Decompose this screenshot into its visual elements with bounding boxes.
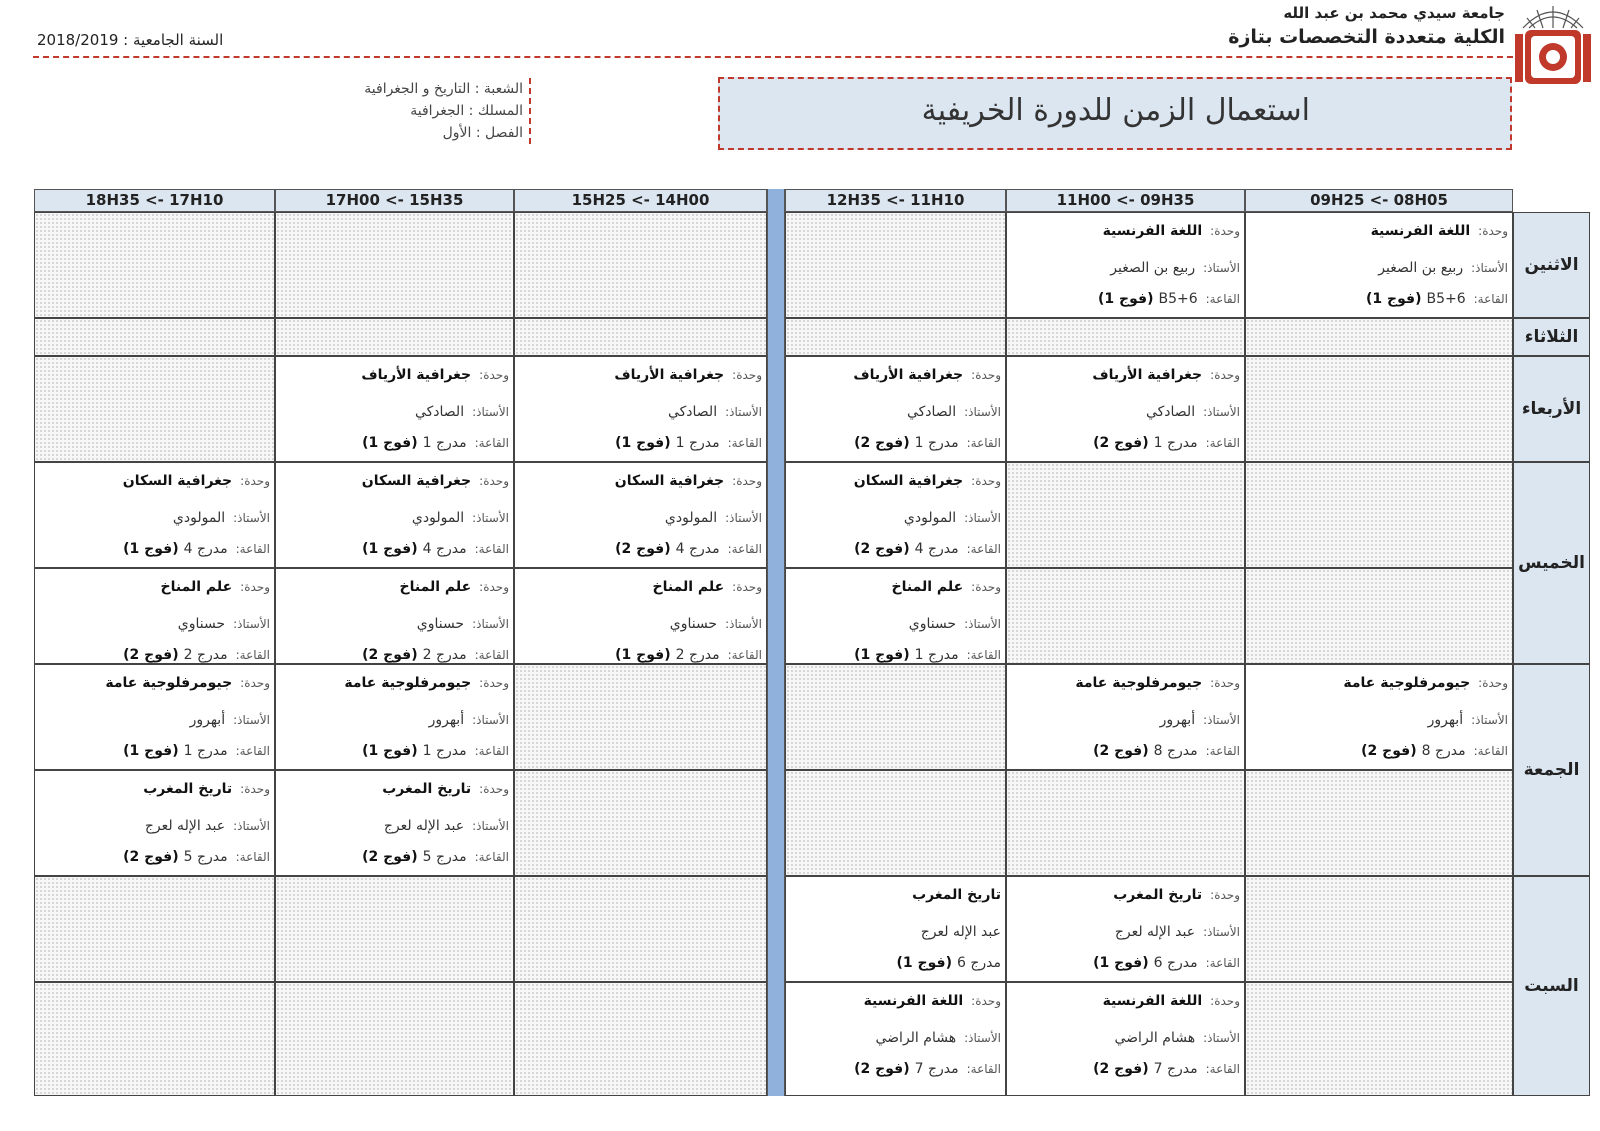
branch-label: الشعبة : التاريخ و الجغرافية <box>364 81 523 97</box>
course-group: (فوج 1) <box>854 647 910 663</box>
course-professor: عبد الإله لعرج <box>920 924 1001 940</box>
course-group: (فوج 2) <box>854 1061 910 1077</box>
course-professor: الصادكي <box>414 404 465 420</box>
day-label: الاثنين <box>1513 212 1590 318</box>
course-group: (فوج 1) <box>362 743 418 759</box>
course-room: مدرج 1 <box>914 647 959 663</box>
field-label: القاعة: <box>235 648 270 662</box>
course-group: (فوج 2) <box>1093 435 1149 451</box>
empty-cell <box>1006 568 1245 664</box>
field-label: القاعة: <box>1473 744 1508 758</box>
university-name: جامعة سيدي محمد بن عبد الله <box>1283 4 1505 22</box>
course-cell <box>275 770 514 876</box>
course-cell <box>785 876 1006 982</box>
semester-label: الفصل : الأول <box>442 125 523 141</box>
course-unit: جيومرفلوجية عامة <box>105 675 233 691</box>
empty-cell <box>34 212 275 318</box>
course-room: مدرج 6 <box>956 955 1001 971</box>
time-slot-header: 15H25 <- 14H00 <box>514 189 767 212</box>
course-room: B5+6 <box>1158 291 1198 307</box>
field-label: القاعة: <box>966 648 1001 662</box>
field-label: القاعة: <box>727 436 762 450</box>
field-label: الأستاذ: <box>725 617 762 631</box>
course-cell <box>34 770 275 876</box>
field-label: وحدة: <box>732 580 762 594</box>
field-label: وحدة: <box>479 676 509 690</box>
course-group: (فوج 1) <box>1366 291 1422 307</box>
course-group: (فوج 2) <box>123 849 179 865</box>
course-unit: اللغة الفرنسية <box>1370 223 1471 239</box>
field-label: القاعة: <box>727 648 762 662</box>
academic-year: السنة الجامعية : 2018/2019 <box>37 31 224 49</box>
day-label: الخميس <box>1513 462 1590 664</box>
course-group: (فوج 1) <box>123 743 179 759</box>
course-unit: جغرافية السكان <box>361 473 472 489</box>
course-unit: تاريخ المغرب <box>912 887 1001 903</box>
course-professor: الصادكي <box>667 404 718 420</box>
course-professor: المولودي <box>411 510 465 526</box>
title-box <box>718 77 1512 150</box>
university-logo-icon <box>1513 2 1593 88</box>
course-professor: ربيع بن الصغير <box>1378 260 1464 276</box>
course-room: مدرج 2 <box>675 647 720 663</box>
course-unit: جغرافية الأرياف <box>361 367 472 383</box>
field-label: القاعة: <box>1205 956 1240 970</box>
field-label: الأستاذ: <box>472 511 509 525</box>
course-unit: تاريخ المغرب <box>143 781 233 797</box>
field-label: القاعة: <box>966 1062 1001 1076</box>
course-professor: المولودي <box>664 510 718 526</box>
course-room: مدرج 8 <box>1421 743 1466 759</box>
course-group: (فوج 1) <box>1093 955 1149 971</box>
course-cell <box>275 462 514 568</box>
field-label: القاعة: <box>235 850 270 864</box>
course-cell <box>514 462 767 568</box>
empty-cell <box>514 664 767 770</box>
course-professor: الصادكي <box>1145 404 1196 420</box>
course-room: مدرج 6 <box>1153 955 1198 971</box>
course-professor: حسناوي <box>669 616 718 632</box>
page-title: استعمال الزمن للدورة الخريفية <box>921 93 1310 128</box>
course-cell <box>785 462 1006 568</box>
time-slot-header: 12H35 <- 11H10 <box>785 189 1006 212</box>
course-professor: عبد الإله لعرج <box>1114 924 1196 940</box>
field-label: القاعة: <box>474 744 509 758</box>
course-group: (فوج 1) <box>615 435 671 451</box>
course-professor: ربيع بن الصغير <box>1110 260 1196 276</box>
field-label: الأستاذ: <box>233 617 270 631</box>
course-professor: حسناوي <box>177 616 226 632</box>
course-cell <box>275 356 514 462</box>
field-label: القاعة: <box>1205 744 1240 758</box>
course-group: (فوج 2) <box>362 647 418 663</box>
field-label: الأستاذ: <box>964 405 1001 419</box>
empty-cell <box>514 770 767 876</box>
field-label: وحدة: <box>1210 224 1240 238</box>
field-label: الأستاذ: <box>1471 261 1508 275</box>
course-room: مدرج 5 <box>183 849 228 865</box>
course-professor: حسناوي <box>416 616 465 632</box>
course-unit: جغرافية السكان <box>853 473 964 489</box>
course-room: مدرج 1 <box>675 435 720 451</box>
course-unit: علم المناخ <box>160 579 233 595</box>
course-room: مدرج 7 <box>914 1061 959 1077</box>
course-cell <box>514 568 767 664</box>
field-label: وحدة: <box>240 676 270 690</box>
field-label: الأستاذ: <box>1203 1031 1240 1045</box>
field-label: وحدة: <box>240 580 270 594</box>
course-cell <box>1006 876 1245 982</box>
corner-cell <box>1513 189 1590 212</box>
course-professor: أبهرور <box>1159 712 1196 728</box>
field-label: وحدة: <box>1210 676 1240 690</box>
time-slot-header: 09H25 <- 08H05 <box>1245 189 1513 212</box>
field-label: وحدة: <box>479 474 509 488</box>
field-label: الأستاذ: <box>725 405 762 419</box>
course-professor: هشام الراضي <box>875 1030 957 1046</box>
course-room: مدرج 4 <box>675 541 720 557</box>
field-label: الأستاذ: <box>1203 405 1240 419</box>
empty-cell <box>1245 318 1513 356</box>
empty-cell <box>1006 462 1245 568</box>
course-unit: جيومرفلوجية عامة <box>1075 675 1203 691</box>
course-cell <box>34 462 275 568</box>
header-divider <box>33 56 1513 58</box>
day-label: الجمعة <box>1513 664 1590 876</box>
field-label: القاعة: <box>1473 292 1508 306</box>
field-label: القاعة: <box>235 542 270 556</box>
course-room: B5+6 <box>1426 291 1466 307</box>
day-label: الثلاثاء <box>1513 318 1590 356</box>
field-label: وحدة: <box>479 368 509 382</box>
field-label: الأستاذ: <box>233 819 270 833</box>
field-label: وحدة: <box>1478 676 1508 690</box>
time-slot-header: 17H00 <- 15H35 <box>275 189 514 212</box>
field-label: وحدة: <box>971 474 1001 488</box>
course-room: مدرج 5 <box>422 849 467 865</box>
field-label: وحدة: <box>971 994 1001 1008</box>
course-group: (فوج 1) <box>1098 291 1154 307</box>
course-cell <box>785 568 1006 664</box>
course-cell <box>785 356 1006 462</box>
field-label: القاعة: <box>474 436 509 450</box>
empty-cell <box>1006 770 1245 876</box>
course-unit: جيومرفلوجية عامة <box>344 675 472 691</box>
field-label: الأستاذ: <box>964 511 1001 525</box>
field-label: الأستاذ: <box>1203 713 1240 727</box>
empty-cell <box>785 664 1006 770</box>
field-label: الأستاذ: <box>233 511 270 525</box>
field-label: القاعة: <box>1205 436 1240 450</box>
course-room: مدرج 4 <box>422 541 467 557</box>
field-label: وحدة: <box>240 474 270 488</box>
field-label: الأستاذ: <box>472 713 509 727</box>
course-unit: علم المناخ <box>891 579 964 595</box>
field-label: الأستاذ: <box>1203 925 1240 939</box>
course-professor: عبد الإله لعرج <box>144 818 226 834</box>
course-group: (فوج 1) <box>615 647 671 663</box>
course-professor: أبهرور <box>428 712 465 728</box>
field-label: القاعة: <box>474 850 509 864</box>
course-cell <box>34 568 275 664</box>
field-label: وحدة: <box>1478 224 1508 238</box>
program-info <box>340 78 531 144</box>
field-label: وحدة: <box>1210 368 1240 382</box>
field-label: وحدة: <box>240 782 270 796</box>
course-unit: جغرافية الأرياف <box>614 367 725 383</box>
course-cell <box>785 982 1006 1096</box>
field-label: وحدة: <box>732 474 762 488</box>
empty-cell <box>514 318 767 356</box>
field-label: وحدة: <box>971 368 1001 382</box>
field-label: الأستاذ: <box>472 405 509 419</box>
field-label: الأستاذ: <box>1471 713 1508 727</box>
course-room: مدرج 1 <box>914 435 959 451</box>
course-unit: علم المناخ <box>652 579 725 595</box>
field-label: الأستاذ: <box>964 617 1001 631</box>
empty-cell <box>34 318 275 356</box>
course-room: مدرج 7 <box>1153 1061 1198 1077</box>
empty-cell <box>785 770 1006 876</box>
field-label: وحدة: <box>971 580 1001 594</box>
course-room: مدرج 1 <box>422 435 467 451</box>
empty-cell <box>34 876 275 982</box>
field-label: القاعة: <box>474 648 509 662</box>
course-group: (فوج 2) <box>615 541 671 557</box>
course-group: (فوج 2) <box>123 647 179 663</box>
empty-cell <box>514 876 767 982</box>
empty-cell <box>275 212 514 318</box>
course-professor: الصادكي <box>906 404 957 420</box>
empty-cell <box>1245 982 1513 1096</box>
course-cell <box>275 568 514 664</box>
course-room: مدرج 1 <box>1153 435 1198 451</box>
course-group: (فوج 1) <box>362 541 418 557</box>
empty-cell <box>1245 770 1513 876</box>
field-label: الأستاذ: <box>964 1031 1001 1045</box>
field-label: الأستاذ: <box>725 511 762 525</box>
lunch-break-separator <box>767 189 785 1096</box>
course-group: (فوج 2) <box>362 849 418 865</box>
empty-cell <box>1245 568 1513 664</box>
empty-cell <box>1245 462 1513 568</box>
course-unit: اللغة الفرنسية <box>1102 993 1203 1009</box>
course-cell <box>1245 212 1513 318</box>
field-label: القاعة: <box>1205 292 1240 306</box>
field-label: الأستاذ: <box>233 713 270 727</box>
faculty-name: الكلية متعددة التخصصات بتازة <box>1228 26 1505 48</box>
course-room: مدرج 2 <box>183 647 228 663</box>
empty-cell <box>1245 356 1513 462</box>
field-label: القاعة: <box>966 542 1001 556</box>
course-professor: هشام الراضي <box>1114 1030 1196 1046</box>
field-label: وحدة: <box>479 580 509 594</box>
empty-cell <box>514 982 767 1096</box>
course-unit: جغرافية الأرياف <box>853 367 964 383</box>
empty-cell <box>1006 318 1245 356</box>
course-group: (فوج 2) <box>854 541 910 557</box>
course-cell <box>514 356 767 462</box>
empty-cell <box>1245 876 1513 982</box>
time-slot-header: 18H35 <- 17H10 <box>34 189 275 212</box>
course-unit: اللغة الفرنسية <box>1102 223 1203 239</box>
empty-cell <box>275 318 514 356</box>
field-label: القاعة: <box>727 542 762 556</box>
course-group: (فوج 2) <box>854 435 910 451</box>
course-room: مدرج 4 <box>914 541 959 557</box>
day-label: السبت <box>1513 876 1590 1096</box>
course-professor: أبهرور <box>1427 712 1464 728</box>
empty-cell <box>785 212 1006 318</box>
empty-cell <box>34 356 275 462</box>
course-room: مدرج 1 <box>183 743 228 759</box>
course-group: (فوج 2) <box>1093 743 1149 759</box>
field-label: الأستاذ: <box>472 819 509 833</box>
course-unit: جغرافية السكان <box>614 473 725 489</box>
field-label: الأستاذ: <box>1203 261 1240 275</box>
course-professor: المولودي <box>172 510 226 526</box>
field-label: الأستاذ: <box>472 617 509 631</box>
course-group: (فوج 1) <box>362 435 418 451</box>
course-room: مدرج 8 <box>1153 743 1198 759</box>
empty-cell <box>785 318 1006 356</box>
course-professor: المولودي <box>903 510 957 526</box>
track-label: المسلك : الجغرافية <box>410 103 523 119</box>
field-label: القاعة: <box>1205 1062 1240 1076</box>
course-group: (فوج 1) <box>123 541 179 557</box>
course-professor: أبهرور <box>189 712 226 728</box>
time-slot-header: 11H00 <- 09H35 <box>1006 189 1245 212</box>
field-label: وحدة: <box>1210 888 1240 902</box>
course-unit: اللغة الفرنسية <box>863 993 964 1009</box>
empty-cell <box>34 982 275 1096</box>
course-professor: عبد الإله لعرج <box>383 818 465 834</box>
course-unit: تاريخ المغرب <box>382 781 472 797</box>
course-group: (فوج 1) <box>896 955 952 971</box>
course-room: مدرج 2 <box>422 647 467 663</box>
course-unit: جغرافية الأرياف <box>1092 367 1203 383</box>
empty-cell <box>275 876 514 982</box>
empty-cell <box>514 212 767 318</box>
course-cell <box>1006 356 1245 462</box>
course-group: (فوج 2) <box>1361 743 1417 759</box>
course-room: مدرج 1 <box>422 743 467 759</box>
field-label: القاعة: <box>966 436 1001 450</box>
course-cell <box>34 664 275 770</box>
field-label: وحدة: <box>732 368 762 382</box>
course-group: (فوج 2) <box>1093 1061 1149 1077</box>
field-label: وحدة: <box>479 782 509 796</box>
course-professor: حسناوي <box>908 616 957 632</box>
empty-cell <box>275 982 514 1096</box>
course-cell <box>1006 212 1245 318</box>
course-unit: جغرافية السكان <box>122 473 233 489</box>
field-label: القاعة: <box>235 744 270 758</box>
course-cell <box>275 664 514 770</box>
course-unit: تاريخ المغرب <box>1113 887 1203 903</box>
field-label: وحدة: <box>1210 994 1240 1008</box>
field-label: القاعة: <box>474 542 509 556</box>
course-cell <box>1006 664 1245 770</box>
course-cell <box>1245 664 1513 770</box>
course-unit: جيومرفلوجية عامة <box>1343 675 1471 691</box>
course-unit: علم المناخ <box>399 579 472 595</box>
course-room: مدرج 4 <box>183 541 228 557</box>
day-label: الأربعاء <box>1513 356 1590 462</box>
course-cell <box>1006 982 1245 1096</box>
